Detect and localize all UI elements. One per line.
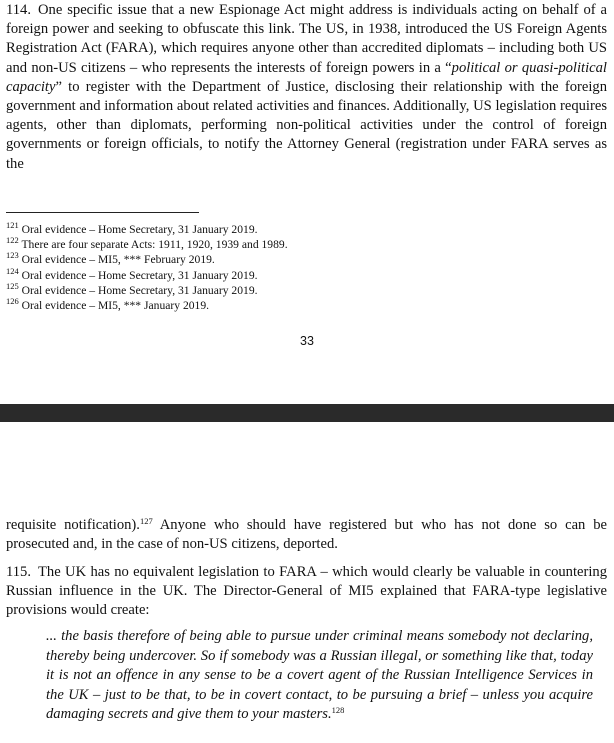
footnote-separator (6, 212, 199, 213)
footnote-reference: 128 (331, 705, 345, 716)
footnote-mark: 125 (6, 280, 19, 291)
footnote-124 (6, 265, 606, 283)
paragraph-114 (6, 1, 607, 174)
paragraph-number: 114. (6, 2, 31, 18)
paragraph-115 (6, 563, 607, 621)
footnote-text: Oral evidence – MI5, *** February 2019. (21, 253, 215, 267)
footnote-mark: 122 (6, 235, 19, 246)
quote-text: ... the basis therefore of being able to pursue under criminal means somebody not declaring, thereby being undercover. So if somebody was a Russian illegal, or something like that, today it is not an offence in any sense to be a covert agent of the Russian Intelligence Services in the UK – just to be that, to be in covert contact, to be pursuing a brief – unless you acquire damaging secrets and give them to your masters. (46, 628, 593, 723)
footnote-list (6, 222, 606, 313)
paragraph-114-continuation (6, 516, 607, 554)
paragraph-number: 115. (6, 564, 31, 580)
footnote-125 (6, 280, 606, 298)
footnote-121 (6, 222, 606, 237)
footnote-reference: 127 (139, 516, 153, 526)
footnote-mark: 123 (6, 250, 19, 261)
paragraph-text: The UK has no equivalent legislation to FARA – which would clearly be valuable in countering Russian influence in the UK. The Director-General of MI5 explained that FARA-type legislative provisions would create: (6, 564, 607, 619)
footnote-text: There are four separate Acts: 1911, 1920, 1939 and 1989. (21, 238, 288, 252)
footnote-text: Oral evidence – Home Secretary, 31 January 2019. (21, 223, 258, 236)
footnote-text: Oral evidence – MI5, *** January 2019. (21, 299, 210, 313)
italic-phrase: political or quasi-political capacity (6, 59, 607, 95)
footnote-mark: 126 (6, 296, 19, 307)
footnote-mark: 121 (6, 220, 19, 230)
paragraph-text-continued: ” to register with the Department of Justice, disclosing their relationship with the foreign government and information about related activities and finances. Additionally, US legislation requires agents, other than diplomats, performing non-political activities under the control of foreign governments or foreign officials, to notify the Attorney General (registration under FARA serves as the (6, 78, 607, 172)
footnote-text: Oral evidence – Home Secretary, 31 January 2019. (21, 268, 258, 282)
footnote-mark: 124 (6, 265, 19, 276)
footnote-126 (6, 298, 606, 313)
footnote-123 (6, 252, 606, 267)
page-break-divider (0, 404, 614, 422)
paragraph-text-continued: Anyone who should have registered but who has not done so can be prosecuted and, in the case of non-US citizens, deported. (6, 517, 608, 553)
paragraph-text: One specific issue that a new Espionage Act might address is individuals acting on behalf of a foreign power and seeking to obfuscate this link. The US, in 1938, introduced the US Foreign Agents Registration Act (FARA), which requires anyone other than accredited diplomats – including both US and non-US citizens – who represents the interests of foreign powers in a “ (6, 2, 607, 76)
paragraph-text: requisite notification). (6, 517, 140, 533)
footnote-122 (6, 237, 606, 252)
page-number: 33 (300, 334, 314, 348)
footnote-text: Oral evidence – Home Secretary, 31 January 2019. (21, 283, 258, 297)
block-quote (46, 627, 593, 725)
